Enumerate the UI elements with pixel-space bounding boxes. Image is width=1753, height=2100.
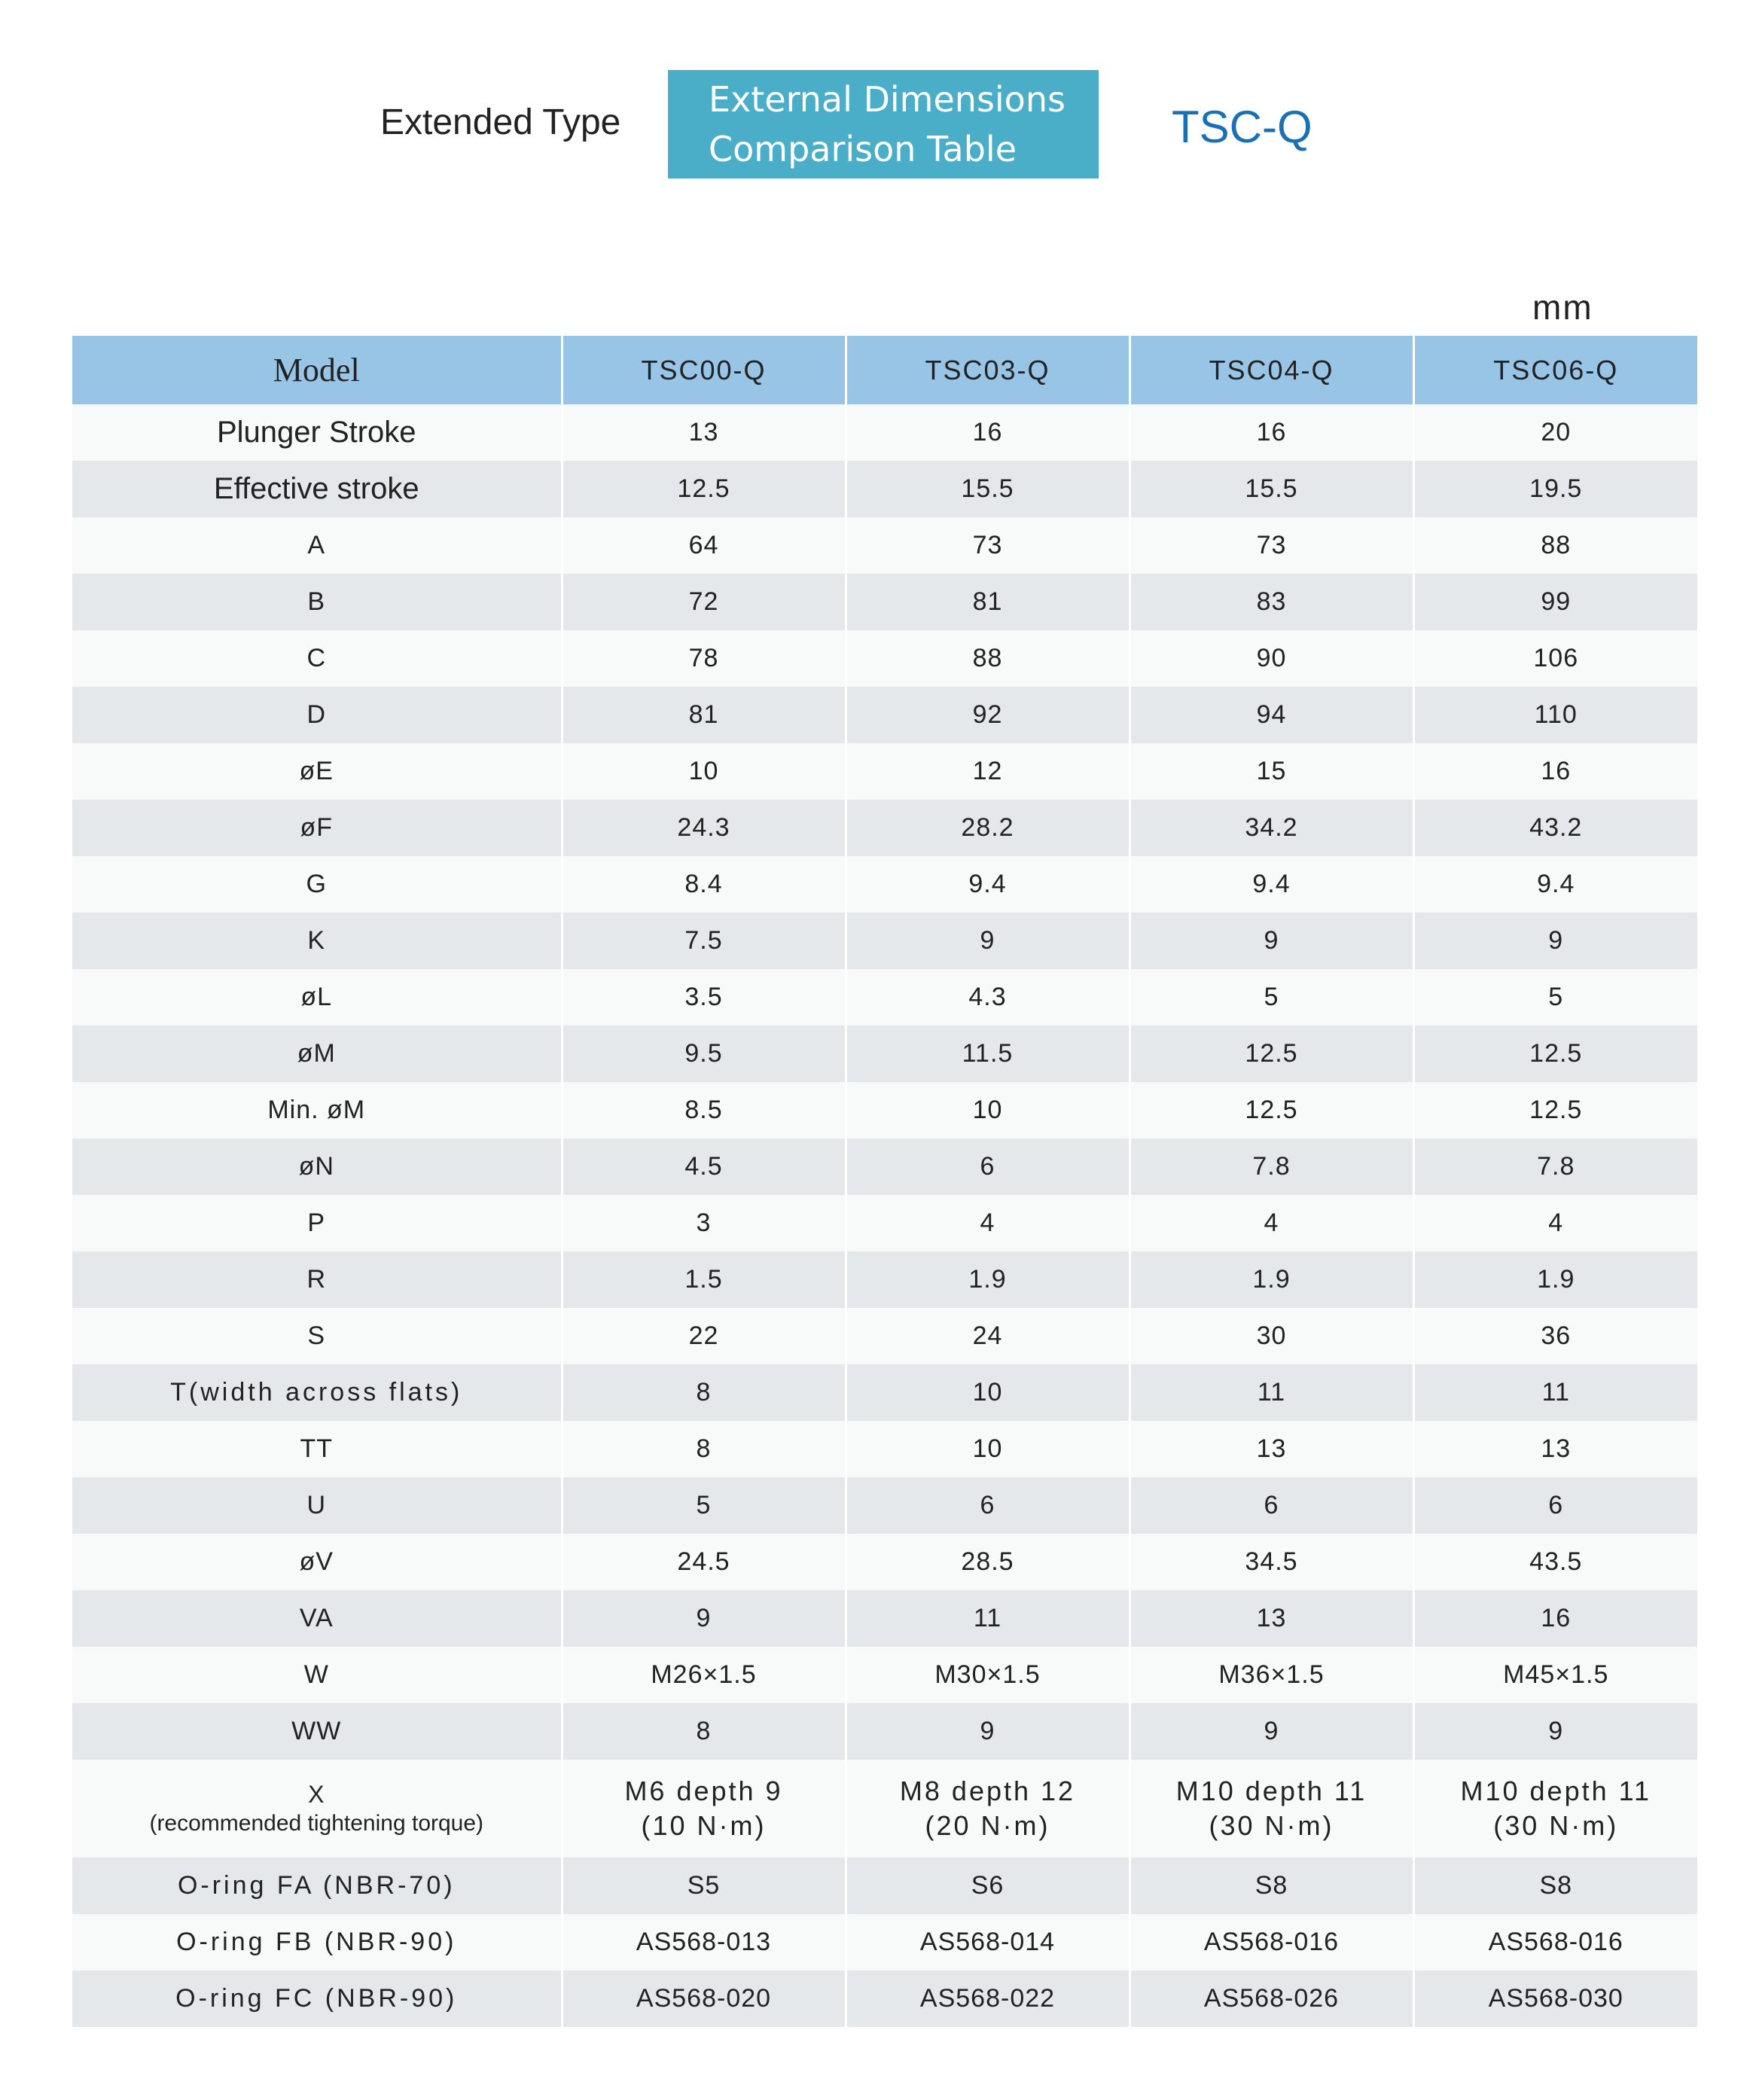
table-row: [72, 1970, 1697, 2027]
row-label: TT: [300, 1434, 334, 1463]
table-cell: AS568-026: [1130, 1970, 1413, 2027]
table-cell: 12.5: [1413, 1026, 1697, 1082]
table-cell: 12: [846, 743, 1130, 800]
table-row: [72, 1534, 1697, 1590]
table-cell: 15.5: [846, 461, 1130, 517]
table-cell: 22: [562, 1308, 846, 1364]
table-row: [72, 1760, 1697, 1858]
row-label: S: [307, 1321, 326, 1350]
table-cell: 15.5: [1130, 461, 1413, 517]
table-cell: 8.5: [562, 1082, 846, 1138]
row-label: øM: [297, 1039, 336, 1068]
table-cell: 28.2: [846, 800, 1130, 856]
table-cell: 94: [1130, 687, 1413, 743]
cell-line: (30 N·m): [1493, 1810, 1619, 1841]
table-row: [72, 1308, 1697, 1364]
row-label: W: [303, 1660, 329, 1689]
table-cell: 5: [562, 1477, 846, 1534]
table-cell: 110: [1413, 687, 1697, 743]
table-row: [72, 687, 1697, 743]
table-cell: 7.8: [1413, 1138, 1697, 1195]
table-cell: 4.5: [562, 1138, 846, 1195]
table-cell: 24: [846, 1308, 1130, 1364]
table-cell: S8: [1413, 1858, 1697, 1914]
table-row: [72, 630, 1697, 687]
title-banner: [668, 70, 1099, 178]
table-cell: 9: [1130, 1703, 1413, 1760]
table-cell: M26×1.5: [562, 1647, 846, 1703]
table-cell: 3.5: [562, 969, 846, 1026]
table-cell: 6: [1130, 1477, 1413, 1534]
table-cell: AS568-014: [846, 1914, 1130, 1970]
table-cell: 1.9: [1130, 1251, 1413, 1308]
table-cell: S5: [562, 1858, 846, 1914]
table-row: [72, 1421, 1697, 1477]
banner-title-line1: External Dimensions: [709, 79, 1066, 120]
table-cell: 78: [562, 630, 846, 687]
table-cell: 81: [562, 687, 846, 743]
row-label: øN: [298, 1152, 334, 1181]
table-cell: AS568-013: [562, 1914, 846, 1970]
table-row: [72, 856, 1697, 913]
table-cell: AS568-016: [1413, 1914, 1697, 1970]
table-row: [72, 1364, 1697, 1421]
table-cell: 10: [846, 1082, 1130, 1138]
table-cell: 24.5: [562, 1534, 846, 1590]
table-cell: 64: [562, 517, 846, 574]
table-cell: [846, 1760, 1130, 1858]
cell-line: M10 depth 11: [1460, 1775, 1651, 1806]
table-cell: 43.5: [1413, 1534, 1697, 1590]
table-cell: 6: [1413, 1477, 1697, 1534]
table-cell: 9.4: [1413, 856, 1697, 913]
table-cell: 12.5: [1130, 1026, 1413, 1082]
table-cell: 16: [846, 404, 1130, 461]
header-cell: TSC03-Q: [846, 336, 1130, 404]
table-cell: 1.5: [562, 1251, 846, 1308]
table-row: [72, 1195, 1697, 1251]
table-cell: 88: [1413, 517, 1697, 574]
table-row: [72, 1138, 1697, 1195]
table-cell: 8: [562, 1421, 846, 1477]
table-cell: 6: [846, 1138, 1130, 1195]
row-label: O-ring FC (NBR-90): [175, 1984, 458, 2013]
table-cell: 11: [846, 1590, 1130, 1647]
table-cell: AS568-016: [1130, 1914, 1413, 1970]
unit-label: mm: [1532, 288, 1593, 327]
table-cell: 10: [562, 743, 846, 800]
table-cell: 10: [846, 1421, 1130, 1477]
cell-line: M8 depth 12: [899, 1775, 1076, 1806]
table-cell: 16: [1130, 404, 1413, 461]
table-cell: 9.5: [562, 1026, 846, 1082]
row-label: U: [306, 1491, 327, 1519]
table-cell: 8.4: [562, 856, 846, 913]
table-cell: [1413, 1760, 1697, 1858]
table-cell: 1.9: [1413, 1251, 1697, 1308]
table-row: [72, 1590, 1697, 1647]
banner-title-line2: Comparison Table: [709, 129, 1017, 169]
table-header-row: [72, 336, 1697, 404]
table-cell: 4: [846, 1195, 1130, 1251]
cell-line: M10 depth 11: [1175, 1775, 1367, 1806]
table-cell: 11.5: [846, 1026, 1130, 1082]
table-cell: 73: [1130, 517, 1413, 574]
row-label: øV: [299, 1547, 334, 1576]
table-row: [72, 969, 1697, 1026]
table-cell: 13: [1130, 1590, 1413, 1647]
table-cell: 13: [1413, 1421, 1697, 1477]
table-cell: 13: [1130, 1421, 1413, 1477]
table-cell: 72: [562, 574, 846, 630]
table-cell: 12.5: [562, 461, 846, 517]
cell-line: M6 depth 9: [624, 1775, 783, 1806]
table-cell: 12.5: [1413, 1082, 1697, 1138]
table-cell: 11: [1130, 1364, 1413, 1421]
table-cell: 73: [846, 517, 1130, 574]
table-row: [72, 574, 1697, 630]
table-cell: 16: [1413, 1590, 1697, 1647]
table-cell: 34.5: [1130, 1534, 1413, 1590]
table-cell: 5: [1130, 969, 1413, 1026]
row-label-sub: (recommended tightening torque): [149, 1811, 484, 1836]
table-row: [72, 461, 1697, 517]
table-cell: 28.5: [846, 1534, 1130, 1590]
table-cell: 88: [846, 630, 1130, 687]
table-cell: [1130, 1760, 1413, 1858]
table-cell: M45×1.5: [1413, 1647, 1697, 1703]
row-label: O-ring FA (NBR-70): [177, 1871, 456, 1900]
row-label: C: [306, 644, 327, 672]
table-row: [72, 1647, 1697, 1703]
table-cell: 9: [1413, 913, 1697, 969]
table-cell: 7.8: [1130, 1138, 1413, 1195]
row-label: R: [306, 1265, 327, 1294]
row-label: Min. øM: [267, 1096, 366, 1124]
table-cell: AS568-030: [1413, 1970, 1697, 2027]
dimensions-table: [72, 336, 1697, 2027]
table-cell: [562, 1760, 846, 1858]
table-cell: 7.5: [562, 913, 846, 969]
table-cell: 15: [1130, 743, 1413, 800]
table-cell: 19.5: [1413, 461, 1697, 517]
row-label: B: [307, 587, 326, 616]
table-cell: 20: [1413, 404, 1697, 461]
table-cell: 10: [846, 1364, 1130, 1421]
row-label: Plunger Stroke: [216, 416, 416, 449]
table-row: [72, 1858, 1697, 1914]
table-cell: 4.3: [846, 969, 1130, 1026]
table-row: [72, 1251, 1697, 1308]
table-cell: 83: [1130, 574, 1413, 630]
table-cell: AS568-022: [846, 1970, 1130, 2027]
row-label: G: [306, 870, 327, 898]
row-label: øF: [300, 813, 334, 842]
header-cell: Model: [273, 352, 360, 389]
table-row: [72, 1703, 1697, 1760]
row-label: D: [306, 700, 327, 729]
row-label: K: [307, 926, 326, 955]
series-name: TSC-Q: [1172, 102, 1312, 152]
table-cell: 24.3: [562, 800, 846, 856]
table-cell: 13: [562, 404, 846, 461]
table-cell: 9: [562, 1590, 846, 1647]
cell-line: (10 N·m): [641, 1810, 767, 1841]
header-cell: TSC04-Q: [1130, 336, 1413, 404]
table-row: [72, 517, 1697, 574]
table-cell: 34.2: [1130, 800, 1413, 856]
table-body: [72, 404, 1697, 2027]
table-cell: 9.4: [846, 856, 1130, 913]
table-cell: 90: [1130, 630, 1413, 687]
table-cell: 9: [1413, 1703, 1697, 1760]
row-label: A: [307, 531, 326, 559]
table-cell: 9: [1130, 913, 1413, 969]
table-row: [72, 913, 1697, 969]
table-cell: 12.5: [1130, 1082, 1413, 1138]
cell-line: (20 N·m): [925, 1810, 1050, 1841]
header-cell: TSC00-Q: [562, 336, 846, 404]
table-cell: 11: [1413, 1364, 1697, 1421]
header-cell: TSC06-Q: [1413, 336, 1697, 404]
row-label: WW: [291, 1717, 342, 1745]
row-label: øE: [299, 757, 334, 785]
table-cell: 16: [1413, 743, 1697, 800]
table-cell: 8: [562, 1703, 846, 1760]
table-cell: 4: [1130, 1195, 1413, 1251]
type-label: Extended Type: [380, 102, 621, 142]
table-cell: 30: [1130, 1308, 1413, 1364]
table-cell: 106: [1413, 630, 1697, 687]
row-label-main: X: [308, 1781, 325, 1808]
table-cell: 43.2: [1413, 800, 1697, 856]
table-row: [72, 404, 1697, 461]
table-cell: 99: [1413, 574, 1697, 630]
table-cell: 81: [846, 574, 1130, 630]
row-label: O-ring FB (NBR-90): [176, 1928, 457, 1956]
row-label: P: [307, 1208, 326, 1237]
table-row: [72, 800, 1697, 856]
table-cell: 4: [1413, 1195, 1697, 1251]
table-cell: M30×1.5: [846, 1647, 1130, 1703]
table-row: [72, 1477, 1697, 1534]
table-cell: 9: [846, 913, 1130, 969]
table-row: [72, 1026, 1697, 1082]
table-row: [72, 1082, 1697, 1138]
table-row: [72, 743, 1697, 800]
table-cell: 5: [1413, 969, 1697, 1026]
row-label: [72, 1760, 562, 1858]
table-cell: 92: [846, 687, 1130, 743]
table-cell: S6: [846, 1858, 1130, 1914]
table-cell: S8: [1130, 1858, 1413, 1914]
table-cell: 9.4: [1130, 856, 1413, 913]
row-label: øL: [300, 983, 333, 1011]
cell-line: (30 N·m): [1209, 1810, 1334, 1841]
table-cell: 1.9: [846, 1251, 1130, 1308]
table-cell: AS568-020: [562, 1970, 846, 2027]
table-row: [72, 1914, 1697, 1970]
table-cell: 8: [562, 1364, 846, 1421]
table-cell: 3: [562, 1195, 846, 1251]
row-label: VA: [299, 1604, 334, 1632]
row-label: T(width across flats): [170, 1378, 463, 1407]
table-cell: 36: [1413, 1308, 1697, 1364]
table-cell: 6: [846, 1477, 1130, 1534]
row-label: Effective stroke: [213, 472, 419, 505]
table-cell: 9: [846, 1703, 1130, 1760]
table-cell: M36×1.5: [1130, 1647, 1413, 1703]
